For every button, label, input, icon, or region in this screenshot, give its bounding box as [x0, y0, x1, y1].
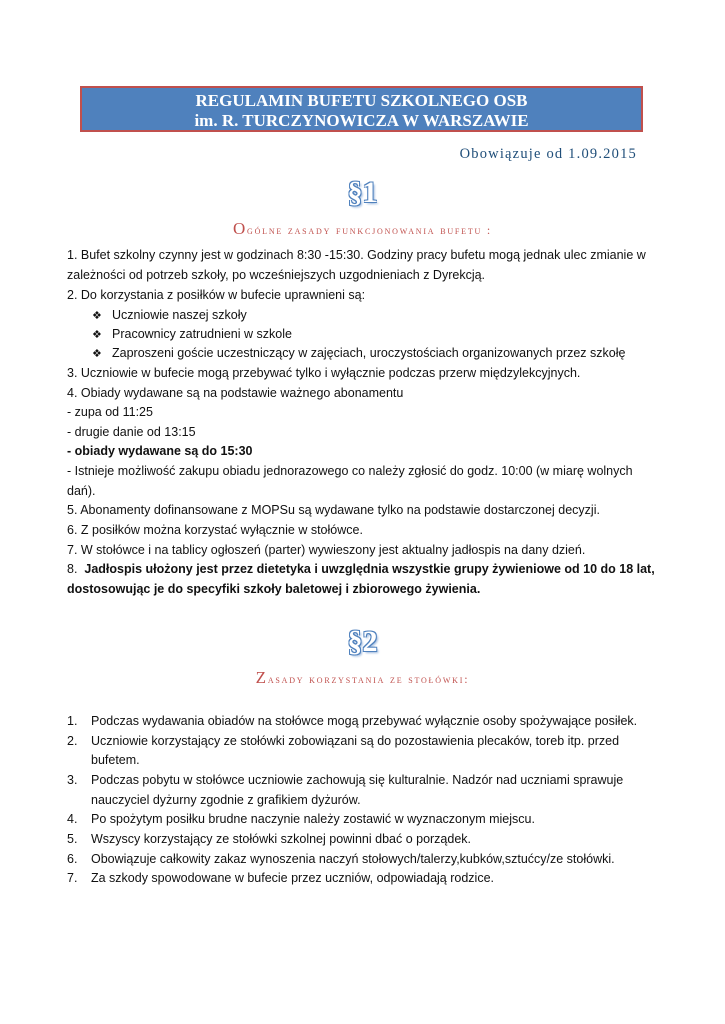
s1-line: 6. Z posiłków można korzystać wyłącznie w stołówce.	[67, 523, 363, 537]
section-2-heading-rest: asady korzystania ze stołówki:	[267, 672, 470, 686]
s2-item-text: Wszyscy korzystający ze stołówki szkolnej powinni dbać o porządek.	[91, 832, 472, 846]
s1-line: - Istnieje możliwość zakupu obiadu jednorazowego co należy zgłosić do godz. 10:00 (w miarę wolnych	[67, 464, 633, 478]
s2-item-text: Uczniowie korzystający ze stołówki zobowiązani są do pozostawienia plecaków, toreb itp. przed	[91, 734, 620, 748]
section-2-heading	[0, 668, 725, 688]
s2-item-text: Obowiązuje całkowity zakaz wynoszenia naczyń stołowych/talerzy,kubków,sztućcy/ze stołówki.	[91, 852, 615, 866]
s2-item-text: nauczyciel dyżurny zgodnie z grafikiem dyżurów.	[91, 793, 361, 807]
s2-item-num: 2.	[67, 734, 78, 748]
s1-item-8-num: 8.	[67, 562, 78, 576]
s1-line: 2. Do korzystania z posiłków w bufecie uprawnieni są:	[67, 288, 366, 302]
s2-item-num: 6.	[67, 852, 78, 866]
s1-bullet-text: Uczniowie naszej szkoły	[112, 308, 247, 322]
s1-line: 7. W stołówce i na tablicy ogłoszeń (parter) wywieszony jest aktualny jadłospis na dany dzień.	[67, 543, 586, 557]
s1-line: - zupa od 11:25	[67, 405, 153, 419]
s1-line: 5. Abonamenty dofinansowane z MOPSu są wydawane tylko na podstawie dostarczonej decyzji.	[67, 503, 600, 517]
s1-item-8	[67, 561, 655, 577]
s2-item-num: 7.	[67, 871, 78, 885]
s1-bullet-item	[92, 307, 247, 324]
s2-item-text: Za szkody spowodowane w bufecie przez uczniów, odpowiadają rodzice.	[91, 871, 495, 885]
section-1-heading-rest: gólne zasady funkcjonowania bufetu :	[247, 223, 493, 237]
s2-item-num: 4.	[67, 812, 78, 826]
s2-item-text: Podczas wydawania obiadów na stołówce mogą przebywać wyłącznie osoby spożywające posiłek.	[91, 714, 638, 728]
section-1-heading	[0, 219, 725, 239]
s1-line: 1. Bufet szkolny czynny jest w godzinach 8:30 -15:30. Godziny pracy bufetu mogą jednak ulec zmianie w	[67, 248, 646, 262]
s1-line: dań).	[67, 484, 96, 498]
s2-item-text: Podczas pobytu w stołówce uczniowie zachowują się kulturalnie. Nadzór nad uczniami sprawuje	[91, 773, 624, 787]
section-1-symbol: §1	[347, 176, 378, 209]
diamond-bullet-icon: ❖	[92, 310, 102, 322]
s2-item-num: 5.	[67, 832, 78, 846]
document-title-box	[80, 86, 643, 132]
s2-item-text: Po spożytym posiłku brudne naczynie należy zostawić w wyznaczonym miejscu.	[91, 812, 535, 826]
s1-bullet-item	[92, 345, 625, 362]
s1-line: 3. Uczniowie w bufecie mogą przebywać tylko i wyłącznie podczas przerw międzylekcyjnych.	[67, 366, 581, 380]
s1-bullet-text: Zaproszeni goście uczestniczący w zajęciach, uroczystościach organizowanych przez szkołę	[112, 346, 626, 360]
section-1-heading-initial: O	[232, 219, 248, 238]
s1-line: zależności od potrzeb szkoły, po wcześniejszych uzgodnieniach z Dyrekcją.	[67, 268, 486, 282]
s1-line: - drugie danie od 13:15	[67, 425, 196, 439]
s2-item-num: 3.	[67, 773, 78, 787]
diamond-bullet-icon: ❖	[92, 348, 102, 360]
s1-bullet-text: Pracownicy zatrudnieni w szkole	[112, 327, 292, 341]
s2-item-num: 1.	[67, 714, 78, 728]
s1-item-8-continuation: dostosowując je do specyfiki szkoły baletowej i zbiorowego żywienia.	[67, 582, 481, 596]
effective-date: Obowiązuje od 1.09.2015	[459, 146, 637, 162]
title-line-2: im. R. TURCZYNOWICZA W WARSZAWIE	[194, 111, 529, 130]
diamond-bullet-icon: ❖	[92, 329, 102, 341]
s1-item-8-text: Jadłospis ułożony jest przez dietetyka i uwzględnia wszystkie grupy żywieniowe od 10 do 18 lat,	[84, 562, 655, 576]
s2-item-text: bufetem.	[91, 753, 140, 767]
s1-bullet-item	[92, 326, 292, 343]
s1-line: 4. Obiady wydawane są na podstawie ważnego abonamentu	[67, 386, 404, 400]
section-2-symbol: §2	[347, 625, 378, 658]
section-2-heading-initial: Z	[255, 668, 268, 687]
s1-bold-line: - obiady wydawane są do 15:30	[67, 444, 253, 458]
title-line-1: REGULAMIN BUFETU SZKOLNEGO OSB	[195, 91, 528, 110]
